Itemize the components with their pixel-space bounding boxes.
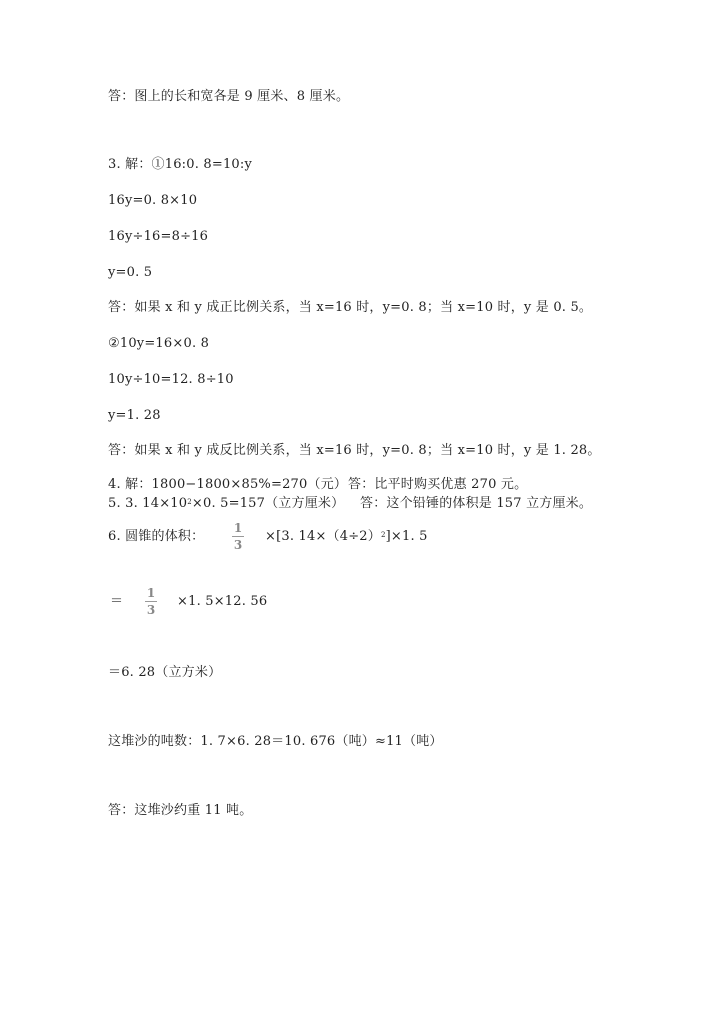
sand-weight-calculation: 这堆沙的吨数：1. 7×6. 28＝10. 676（吨）≈11（吨） bbox=[108, 734, 443, 749]
cone-volume-step: ×1. 5×12. 56 bbox=[177, 594, 268, 609]
problem-5-answer: 答：这个铅锤的体积是 157 立方厘米。 bbox=[360, 496, 593, 511]
answer-line-inverse-proportion: 答：如果 x 和 y 成反比例关系，当 x=16 时，y=0. 8；当 x=10 时，y 是 1. 28。 bbox=[108, 443, 601, 458]
problem-6-label: 6. 圆锥的体积： bbox=[108, 529, 205, 544]
equation-line: 16y=0. 8×10 bbox=[108, 193, 198, 208]
equation-line: 16y÷16=8÷16 bbox=[108, 229, 209, 244]
equation-result: y=1. 28 bbox=[108, 408, 161, 423]
problem-3-heading: 3. 解：①16:0. 8=10:y bbox=[108, 157, 253, 172]
equation-line: 10y÷10=12. 8÷10 bbox=[108, 372, 234, 387]
fraction-one-third: 1 3 bbox=[233, 521, 243, 552]
problem-4-solution: 4. 解：1800−1800×85%=270（元） bbox=[108, 477, 348, 492]
cone-volume-expression: ×[3. $14\times(4\div 2)^2]\times 1$. 5 bbox=[265, 529, 428, 544]
answer-line-1: 答：图上的长和宽各是 9 厘米、8 厘米。 bbox=[108, 89, 350, 104]
answer-line-direct-proportion: 答：如果 x 和 y 成正比例关系，当 x=16 时，y=0. 8；当 x=10 时，y 是 0. 5。 bbox=[108, 300, 593, 315]
final-answer: 答：这堆沙约重 11 吨。 bbox=[108, 803, 253, 818]
equation-result: y=0. 5 bbox=[108, 265, 153, 280]
equals-sign: ＝ bbox=[110, 594, 124, 609]
equation-line: ②10y=16×0. 8 bbox=[108, 336, 210, 351]
problem-4-answer: 答：比平时购买优惠 270 元。 bbox=[348, 477, 528, 492]
problem-5-solution: 5. 3. $14\times 10^2\times 0$. 5=157（立方厘米） bbox=[108, 496, 345, 511]
fraction-one-third: 1 3 bbox=[146, 586, 156, 617]
cone-volume-result: ＝6. 28（立方米） bbox=[108, 665, 222, 680]
